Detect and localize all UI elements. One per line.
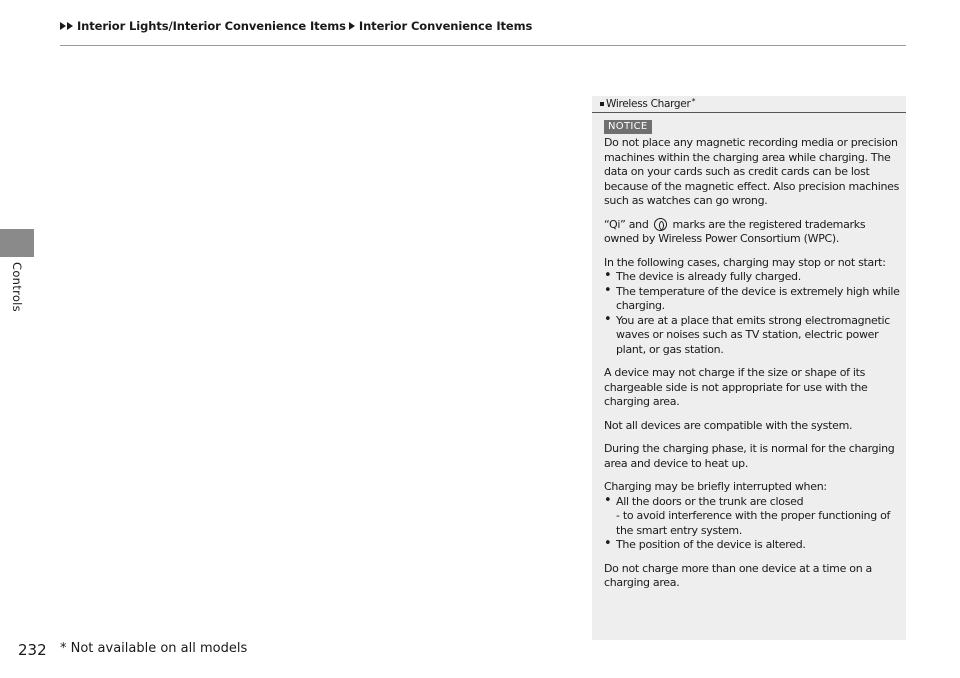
trademark-text: “Qi” and marks are the registered trademarks owned by Wireless Power Consortium (WPC). xyxy=(604,217,866,245)
interrupt-intro: Charging may be briefly interrupted when: xyxy=(604,480,827,493)
shape-text: A device may not charge if the size or shape of its chargeable side is not appropriate for use with the charging area. xyxy=(604,366,868,408)
list-item: • You are at a place that emits strong electromagnetic waves or noises such as TV station, electric power plant, or gas station. xyxy=(604,314,900,358)
list-item-detail: - to avoid interference with the proper functioning of the smart entry system. xyxy=(616,509,891,537)
list-item: • The position of the device is altered. xyxy=(604,538,900,553)
breadcrumb-arrow-icon xyxy=(60,22,66,30)
note-marker-icon xyxy=(600,102,604,106)
qi-logo-icon xyxy=(654,218,667,231)
breadcrumb xyxy=(60,18,532,34)
interrupt-list xyxy=(604,495,900,553)
footnote: * Not available on all models xyxy=(60,641,248,656)
cases-list xyxy=(604,270,900,357)
breadcrumb-arrow-icon xyxy=(67,22,73,30)
note-body xyxy=(604,136,900,600)
breadcrumb-page-link[interactable]: Interior Convenience Items xyxy=(358,19,533,33)
breadcrumb-arrow-icon xyxy=(349,22,355,30)
wireless-charger-note-box xyxy=(592,96,906,640)
note-title-asterisk: * xyxy=(691,97,696,106)
breadcrumb-section-link[interactable]: Interior Lights/Interior Convenience Items xyxy=(77,19,346,33)
compatibility-text: Not all devices are compatible with the system. xyxy=(604,418,853,432)
note-title-text: Wireless Charger xyxy=(606,98,691,110)
list-item: • The temperature of the device is extremely high while charging. xyxy=(604,285,900,314)
page-number: 232 xyxy=(18,641,47,659)
list-item: • All the doors or the trunk are closed xyxy=(604,495,900,510)
header-divider xyxy=(60,45,906,46)
chapter-tab-label: Controls xyxy=(10,262,24,312)
notice-badge: NOTICE xyxy=(604,120,652,134)
note-title xyxy=(600,98,695,110)
heat-text: During the charging phase, it is normal for the charging area and device to heat up. xyxy=(604,442,895,470)
list-item: • The device is already fully charged. xyxy=(604,270,900,285)
cases-intro: In the following cases, charging may stop or not start: xyxy=(604,255,886,269)
note-title-divider xyxy=(592,112,906,113)
last-text: Do not charge more than one device at a time on a charging area. xyxy=(604,561,872,589)
notice-text: Do not place any magnetic recording media or precision machines within the charging area while charging. The data on your cards such as credit cards can be lost because of the magnetic effect. Also precision machines such as watches can go wrong. xyxy=(604,136,900,207)
chapter-tab-marker xyxy=(0,229,34,257)
